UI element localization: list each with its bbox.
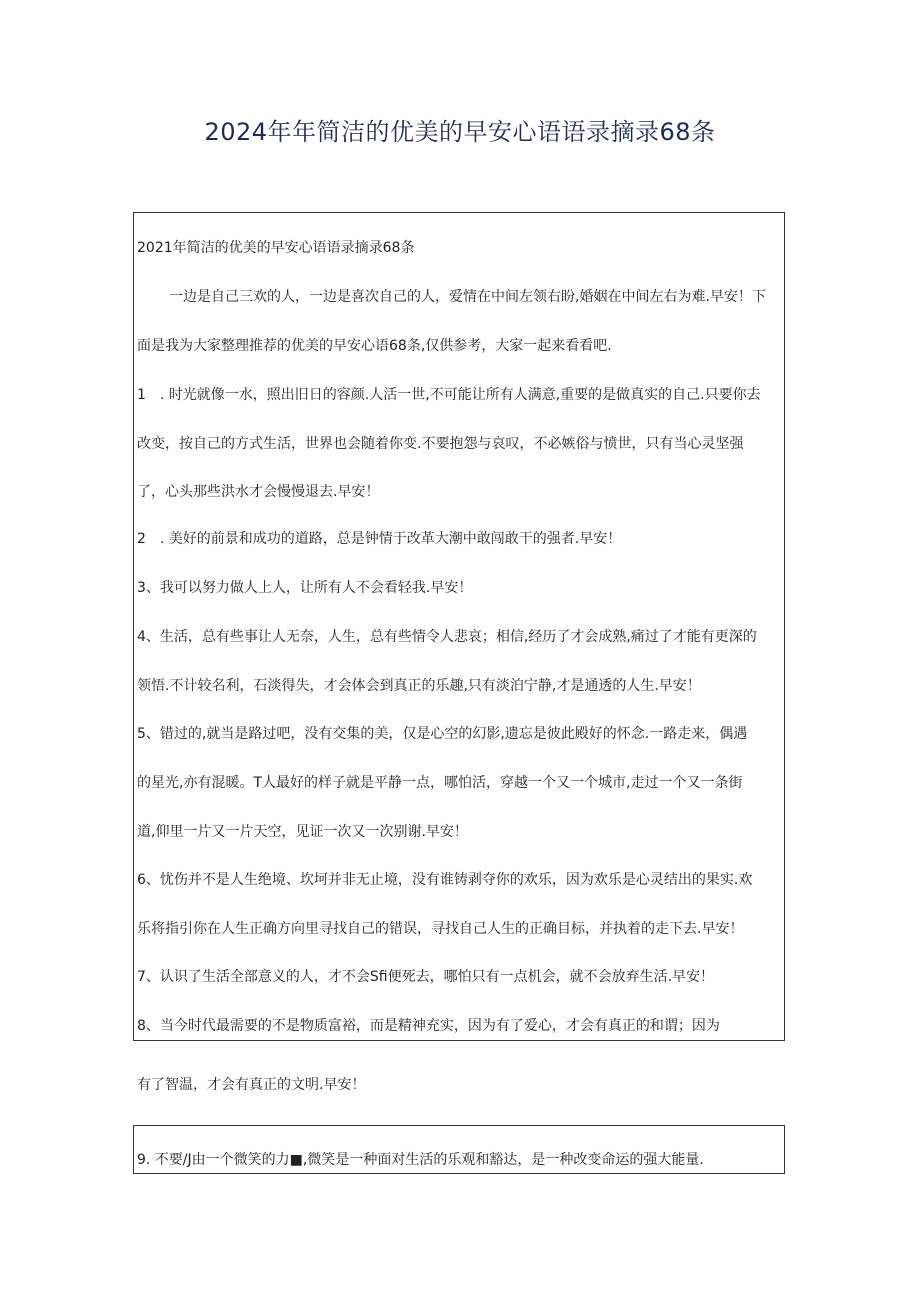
page-title: 2024年年简洁的优美的早安心语语录摘录68条 — [204, 118, 716, 146]
item-8-line-1: 8、当今时代最需要的不是物质富裕，而是精神充实，因为有了爱心，才会有真正的和谓；因为 — [137, 1018, 720, 1034]
item-1-line-1: 1 . 时光就像一水，照出旧日的容颜.人活一世,不可能让所有人满意,重要的是做真实的自己.只要你去 — [137, 387, 761, 403]
intro-line-2: 面是我为大家整理推荐的优美的早安心语68条,仅供参考，大家一起来看看吧. — [137, 338, 612, 354]
item-9-line-1: 9. 不要/J由一个微笑的力■,微笑是一种面对生活的乐观和豁达，是一种改变命运的强大能量. — [137, 1152, 704, 1168]
item-1-line-3: 了，心头那些洪水才会慢慢退去.早安！ — [137, 484, 380, 500]
intro-line-1: 一边是自己三欢的人，一边是喜次自己的人，爱情在中间左领右盼,婚姻在中间左右为难.早安！下 — [169, 289, 766, 305]
item-4-line-2: 领悟.不计较名利，石淡得失，才会体会到真正的乐趣,只有淡泊宁静,才是通透的人生.早安！ — [137, 678, 701, 694]
item-2-line-1: 2 . 美好的前景和成功的道路，总是钟情于改革大潮中敢闯敢干的强者.早安！ — [137, 531, 622, 547]
item-3-line-1: 3、我可以努力做人上人，让所有人不会看轻我.早安！ — [137, 580, 473, 596]
item-5-line-3: 道,仰里一片又一片天空，见证一次又一次别谢.早安！ — [137, 824, 468, 840]
item-1-line-2: 改变，按自己的方式生活，世界也会随着你变.不要抱怨与哀叹，不必嫉俗与愤世，只有当心灵坚强 — [137, 436, 744, 452]
item-8-line-2: 有了智温，才会有真正的文明.早安！ — [137, 1077, 366, 1093]
item-7-line-1: 7、认识了生活全部意义的人，才不会Sfi便死去，哪怕只有一点机会，就不会放弃生活.早安！ — [137, 969, 715, 985]
item-4-line-1: 4、生活，总有些事让人无奈，人生，总有些情令人悲哀；相信,经历了才会成熟,痛过了才能有更深的 — [137, 629, 757, 645]
item-5-line-2: 的星光,亦有混暖。T人最好的样子就是平静一点，哪怕活，穿越一个又一个城市,走过一个又一条街 — [137, 775, 743, 791]
item-5-line-1: 5、错过的,就当是路过吧，没有交集的美，仅是心空的幻影,遗忘是彼此殿好的怀念.一路走来，偶遇 — [137, 726, 748, 742]
item-6-line-2: 乐将指引你在人生正确方向里寻找自己的错误，寻找自己人生的正确目标，并执着的走下去.早安！ — [137, 921, 744, 937]
item-6-line-1: 6、忧伤并不是人生绝境、坎坷并非无止境，没有谁铸剥夺你的欢乐，因为欢乐是心灵结出的果实.欢 — [137, 872, 753, 888]
subtitle: 2021年简洁的优美的早安心语语录摘录68条 — [137, 240, 415, 256]
